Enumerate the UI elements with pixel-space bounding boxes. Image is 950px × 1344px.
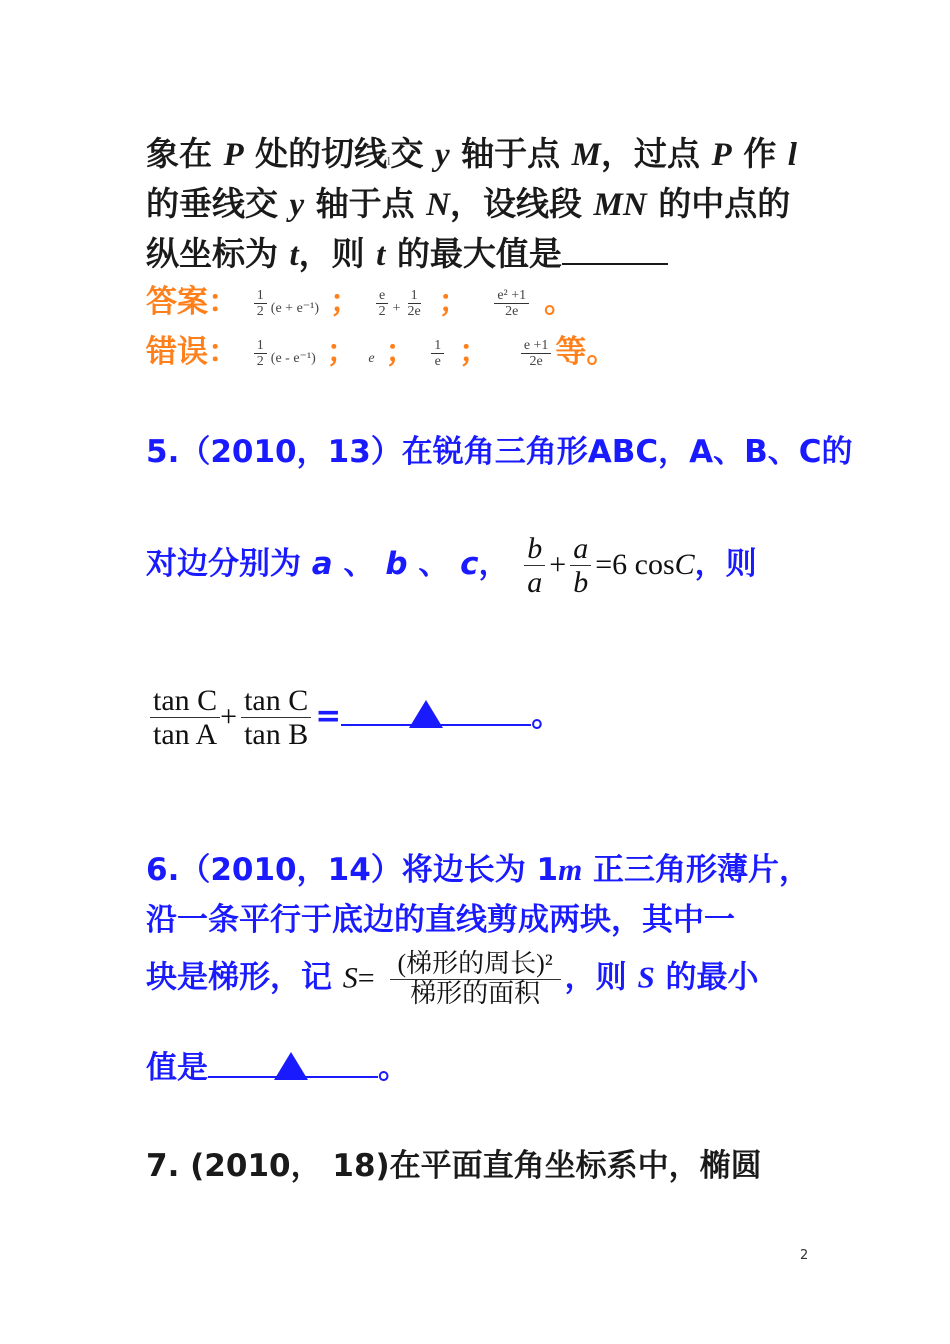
text: 处的切线	[255, 134, 388, 173]
text: 5.（2010，13）在锐角三角形ABC，A、B、C的	[146, 434, 853, 470]
fraction: $\frac{\text{e² +1}}{2e}$	[494, 288, 529, 320]
answer-line	[146, 276, 575, 321]
text: 沿一条平行于底边的直线剪成两块，其中一	[146, 902, 735, 938]
text: 象在	[146, 134, 212, 173]
equals: =	[315, 698, 342, 734]
var-y: y	[289, 187, 305, 223]
var-y: y	[435, 137, 450, 173]
text: 的垂线交	[146, 184, 278, 223]
triangle-icon	[274, 1052, 308, 1080]
fraction-S-definition: $\frac{\text{(梯形的周长)²}}{\text{梯形的面积}}$	[390, 950, 561, 1008]
separator: ；	[459, 334, 491, 370]
text: 交	[390, 134, 424, 173]
var-b: b	[385, 546, 408, 582]
error-label: 错误：	[146, 334, 239, 370]
text: 6.（2010，14）将边长为 1	[146, 852, 559, 888]
separator: ；	[326, 334, 358, 370]
var-MN: MN	[593, 187, 647, 223]
error-line	[146, 326, 617, 371]
q5-line-3	[150, 684, 562, 751]
answer-label: 答案：	[146, 284, 239, 320]
equals: =	[357, 961, 375, 995]
fraction-a-over-b: $\frac{a}{b}$	[570, 532, 591, 599]
tiny-l-mark: l	[387, 154, 391, 168]
expr: (e - e⁻¹)	[270, 351, 316, 366]
text: ，过点	[601, 134, 701, 173]
var-t: t	[289, 237, 299, 273]
text: 轴于点	[315, 184, 415, 223]
text: ，则	[298, 234, 365, 273]
text: 作	[743, 134, 777, 173]
equation-rhs: =6 cos	[595, 548, 675, 581]
end-mark: 等。	[555, 334, 618, 370]
separator: ；	[438, 284, 470, 320]
text: 轴于点	[461, 134, 561, 173]
separator: ；	[329, 284, 361, 320]
q6-line-3	[146, 950, 758, 1008]
fraction-tanC-tanA: $\frac{\text{tan C}}{\text{tan A}}$	[150, 684, 220, 751]
end-mark: 。	[378, 1050, 409, 1086]
answer-blank	[341, 698, 413, 726]
text: 7. (2010， 18)在平面直角坐标系中，椭圆	[146, 1148, 762, 1184]
answer-blank	[439, 698, 531, 726]
text: ，则	[694, 546, 757, 582]
text: 纵坐标为	[146, 234, 278, 273]
unit-m: m	[558, 852, 583, 887]
text: ，设线段	[450, 184, 582, 223]
var-a: a	[311, 546, 333, 582]
var-N: N	[426, 187, 450, 223]
q7-line-1	[146, 1140, 762, 1185]
q6-line-1	[146, 844, 810, 889]
q6-line-2	[146, 894, 735, 939]
fraction: $\frac{1}{2e}$	[407, 287, 421, 319]
var-e: e	[368, 351, 375, 366]
text: 块是梯形，记	[146, 959, 332, 996]
var-S: S	[637, 959, 655, 995]
fraction: $\frac{1}{2}$	[254, 288, 267, 320]
text: 的最大值是	[396, 234, 562, 273]
var-c: c	[460, 546, 479, 582]
separator: 、	[343, 546, 375, 582]
text: 的中点的	[658, 184, 791, 223]
q5-line-2	[146, 532, 757, 599]
separator: ；	[385, 334, 417, 370]
text: ，则	[564, 959, 627, 996]
var-S: S	[342, 961, 358, 995]
var-M: M	[571, 137, 602, 173]
q6-line-4	[146, 1042, 409, 1087]
fraction: $\frac{1}{2}$	[254, 338, 267, 370]
separator: 、	[418, 546, 450, 582]
separator: ，	[478, 546, 510, 582]
expr: (e + e⁻¹)	[270, 301, 320, 316]
end-mark: 。	[543, 284, 575, 320]
text: 对边分别为	[146, 546, 301, 582]
plus: +	[549, 548, 567, 581]
fraction-tanC-tanB: $\frac{\text{tan C}}{\text{tan B}}$	[241, 684, 311, 751]
var-t: t	[376, 237, 386, 273]
q4-line-3	[146, 228, 668, 275]
answer-blank	[208, 1050, 278, 1078]
fraction-b-over-a: $\frac{b}{a}$	[524, 532, 545, 599]
answer-blank	[304, 1050, 378, 1078]
plus: +	[392, 301, 401, 316]
var-l: l	[787, 137, 797, 173]
answer-blank	[562, 237, 668, 265]
triangle-icon	[409, 700, 443, 728]
q4-line-1	[146, 128, 797, 175]
plus: +	[220, 700, 238, 733]
text: 的最小	[665, 959, 759, 996]
text: 正三角形薄片，	[582, 852, 811, 888]
var-P: P	[223, 137, 244, 173]
var-P: P	[711, 137, 732, 173]
fraction: $\frac{e}{2}$	[376, 288, 389, 320]
q5-line-1	[146, 426, 853, 471]
page-number: 2	[800, 1248, 809, 1263]
q4-line-2	[146, 178, 790, 225]
text: 值是	[146, 1050, 208, 1086]
end-mark: 。	[531, 698, 563, 734]
fraction: $\frac{1}{e}$	[431, 338, 444, 370]
fraction: $\frac{e +1}{2e}$	[521, 338, 552, 370]
var-C: C	[674, 548, 695, 581]
